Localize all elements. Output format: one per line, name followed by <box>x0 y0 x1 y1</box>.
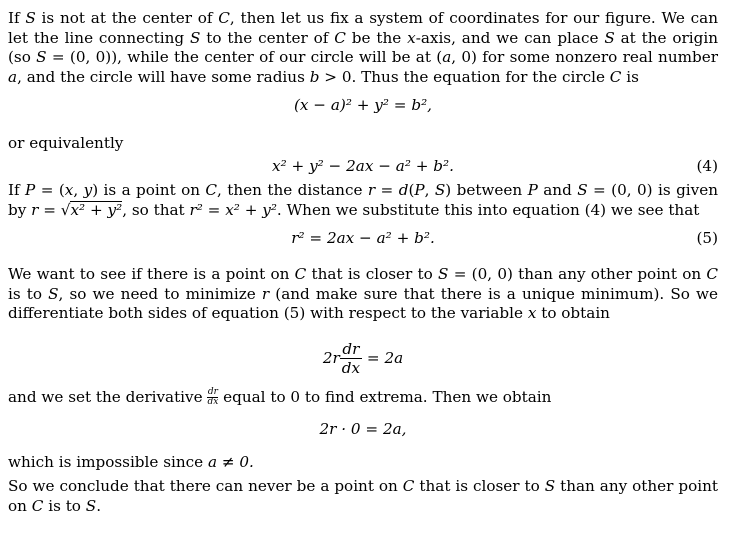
text-run: ) between <box>445 180 528 199</box>
math-var: S <box>544 477 556 496</box>
equation-derivative <box>8 338 718 378</box>
fraction-denominator: dx <box>207 397 219 408</box>
equation-zero <box>8 419 718 439</box>
math-var: S <box>85 496 97 515</box>
equation-text: 2r <box>322 348 340 367</box>
math-var: C <box>609 67 622 86</box>
math-inline: r² = x² + y² <box>189 200 277 219</box>
math-var: P <box>414 180 425 199</box>
math-var: a <box>8 67 18 86</box>
math-var: y <box>83 180 93 199</box>
math-var: r = <box>31 200 61 219</box>
math-var: P <box>25 180 36 199</box>
math-var: C <box>31 496 44 515</box>
text-run: (and make sure that there is a unique minimum). So we differentiate both sides of equation (5) with respect to the variable <box>8 284 719 323</box>
text-run: = (0, 0)), while the center of our circle will be at ( <box>46 48 443 67</box>
text-run: that is closer to <box>306 265 439 284</box>
paragraph-set-derivative <box>8 388 718 408</box>
equation-4 <box>8 156 718 176</box>
text-run: If <box>8 9 26 27</box>
equation-text: (x − a)² + y² = b², <box>293 96 432 115</box>
text-run: We want to see if there is a point on <box>8 265 295 284</box>
math-var: d <box>398 180 409 199</box>
text-run: and we set the derivative <box>8 387 208 406</box>
text-run: , so that <box>122 200 190 219</box>
math-var: S <box>438 265 449 284</box>
math-var: b <box>309 67 320 86</box>
text-run: = <box>375 180 399 199</box>
text-run: , 0) for some nonzero real number <box>451 48 718 67</box>
text-run: = (0, 0) is given by <box>8 180 719 219</box>
paragraph-minimize <box>8 265 718 324</box>
fraction-numerator: dr <box>340 342 362 359</box>
text-run: is to <box>43 496 86 515</box>
inline-fraction-dr-dx <box>207 388 218 407</box>
text-run: to the center of <box>200 28 335 47</box>
math-var: S <box>25 9 36 27</box>
text-run: , <box>73 180 84 199</box>
text-run: , and the circle will have some radius <box>17 67 310 86</box>
math-var: S <box>48 284 59 303</box>
text-run: . <box>96 496 102 515</box>
math-var: r <box>261 284 270 303</box>
math-var: S <box>577 180 588 199</box>
text-run: So we conclude that there can never be a point on <box>8 477 403 496</box>
text-run: , then the distance <box>217 180 368 199</box>
equation-text: = 2a <box>362 348 404 367</box>
math-var: S <box>604 28 615 47</box>
math-var: S <box>189 28 201 47</box>
math-var: r <box>367 180 376 199</box>
equation-text: r² = 2ax − a² + b². <box>291 229 435 248</box>
paragraph-distance <box>8 181 718 220</box>
text-run: is not at the center of <box>35 9 219 27</box>
math-var: C <box>706 265 718 284</box>
text-run: , then let us fix a system of coordinates for our figure. We can let the line connecting <box>8 9 718 47</box>
sqrt-radicand: x² + y² <box>70 200 123 219</box>
text-run: is to <box>8 284 49 303</box>
text-run: , <box>424 180 435 199</box>
math-var: C <box>205 180 218 199</box>
document-page <box>8 9 718 516</box>
paragraph-conclusion <box>8 477 718 516</box>
math-var: x <box>527 304 537 323</box>
math-var: C <box>218 9 230 27</box>
math-var: S <box>434 180 446 199</box>
fraction-dr-dx <box>340 339 362 377</box>
math-inline: a ≠ 0. <box>207 452 254 471</box>
text-run: equal to 0 to find extrema. Then we obtain <box>218 387 552 406</box>
paragraph-equivalently <box>8 134 718 154</box>
math-var: C <box>294 265 307 284</box>
text-run: = ( <box>35 180 65 199</box>
math-var: x <box>64 180 74 199</box>
paragraph-impossible <box>8 453 718 473</box>
equation-5 <box>8 228 718 248</box>
text-run: than any other point on <box>8 477 718 515</box>
text-run: and <box>537 180 578 199</box>
sqrt-icon: √ <box>60 200 71 219</box>
text-run: is <box>621 67 639 86</box>
text-run: be the <box>345 28 408 47</box>
math-var: P <box>527 180 538 199</box>
equation-text: 2r · 0 = 2a, <box>319 419 407 438</box>
text-run: , so we need to minimize <box>58 284 262 303</box>
equation-text: x² + y² − 2ax − a² + b². <box>272 156 454 175</box>
text-run: > 0. Thus the equation for the circle <box>319 67 610 86</box>
text-run: -axis, and we can place <box>415 28 605 47</box>
math-var: a <box>442 48 452 67</box>
text-run: = (0, 0) than any other point on <box>448 265 707 284</box>
math-var: S <box>36 48 47 67</box>
equation-circle <box>8 95 718 115</box>
text-run: which is impossible since <box>8 452 208 471</box>
math-var: C <box>402 477 415 496</box>
paragraph-setup <box>8 9 718 87</box>
fraction-numerator: dr <box>207 387 218 398</box>
equation-number: (5) <box>696 229 718 248</box>
math-var: x <box>407 28 416 47</box>
text-run: to obtain <box>536 304 610 323</box>
text-run: If <box>8 180 26 199</box>
equation-number: (4) <box>696 156 718 175</box>
text-run: ( <box>408 180 415 199</box>
text-run: or equivalently <box>8 134 124 153</box>
fraction-denominator: dx <box>341 358 361 377</box>
math-var: C <box>334 28 346 47</box>
text-run: that is closer to <box>414 477 545 496</box>
text-run: at the origin (so <box>8 28 719 67</box>
text-run: . When we substitute this into equation (4) we see that <box>276 200 700 219</box>
text-run: ) is a point on <box>92 180 206 199</box>
